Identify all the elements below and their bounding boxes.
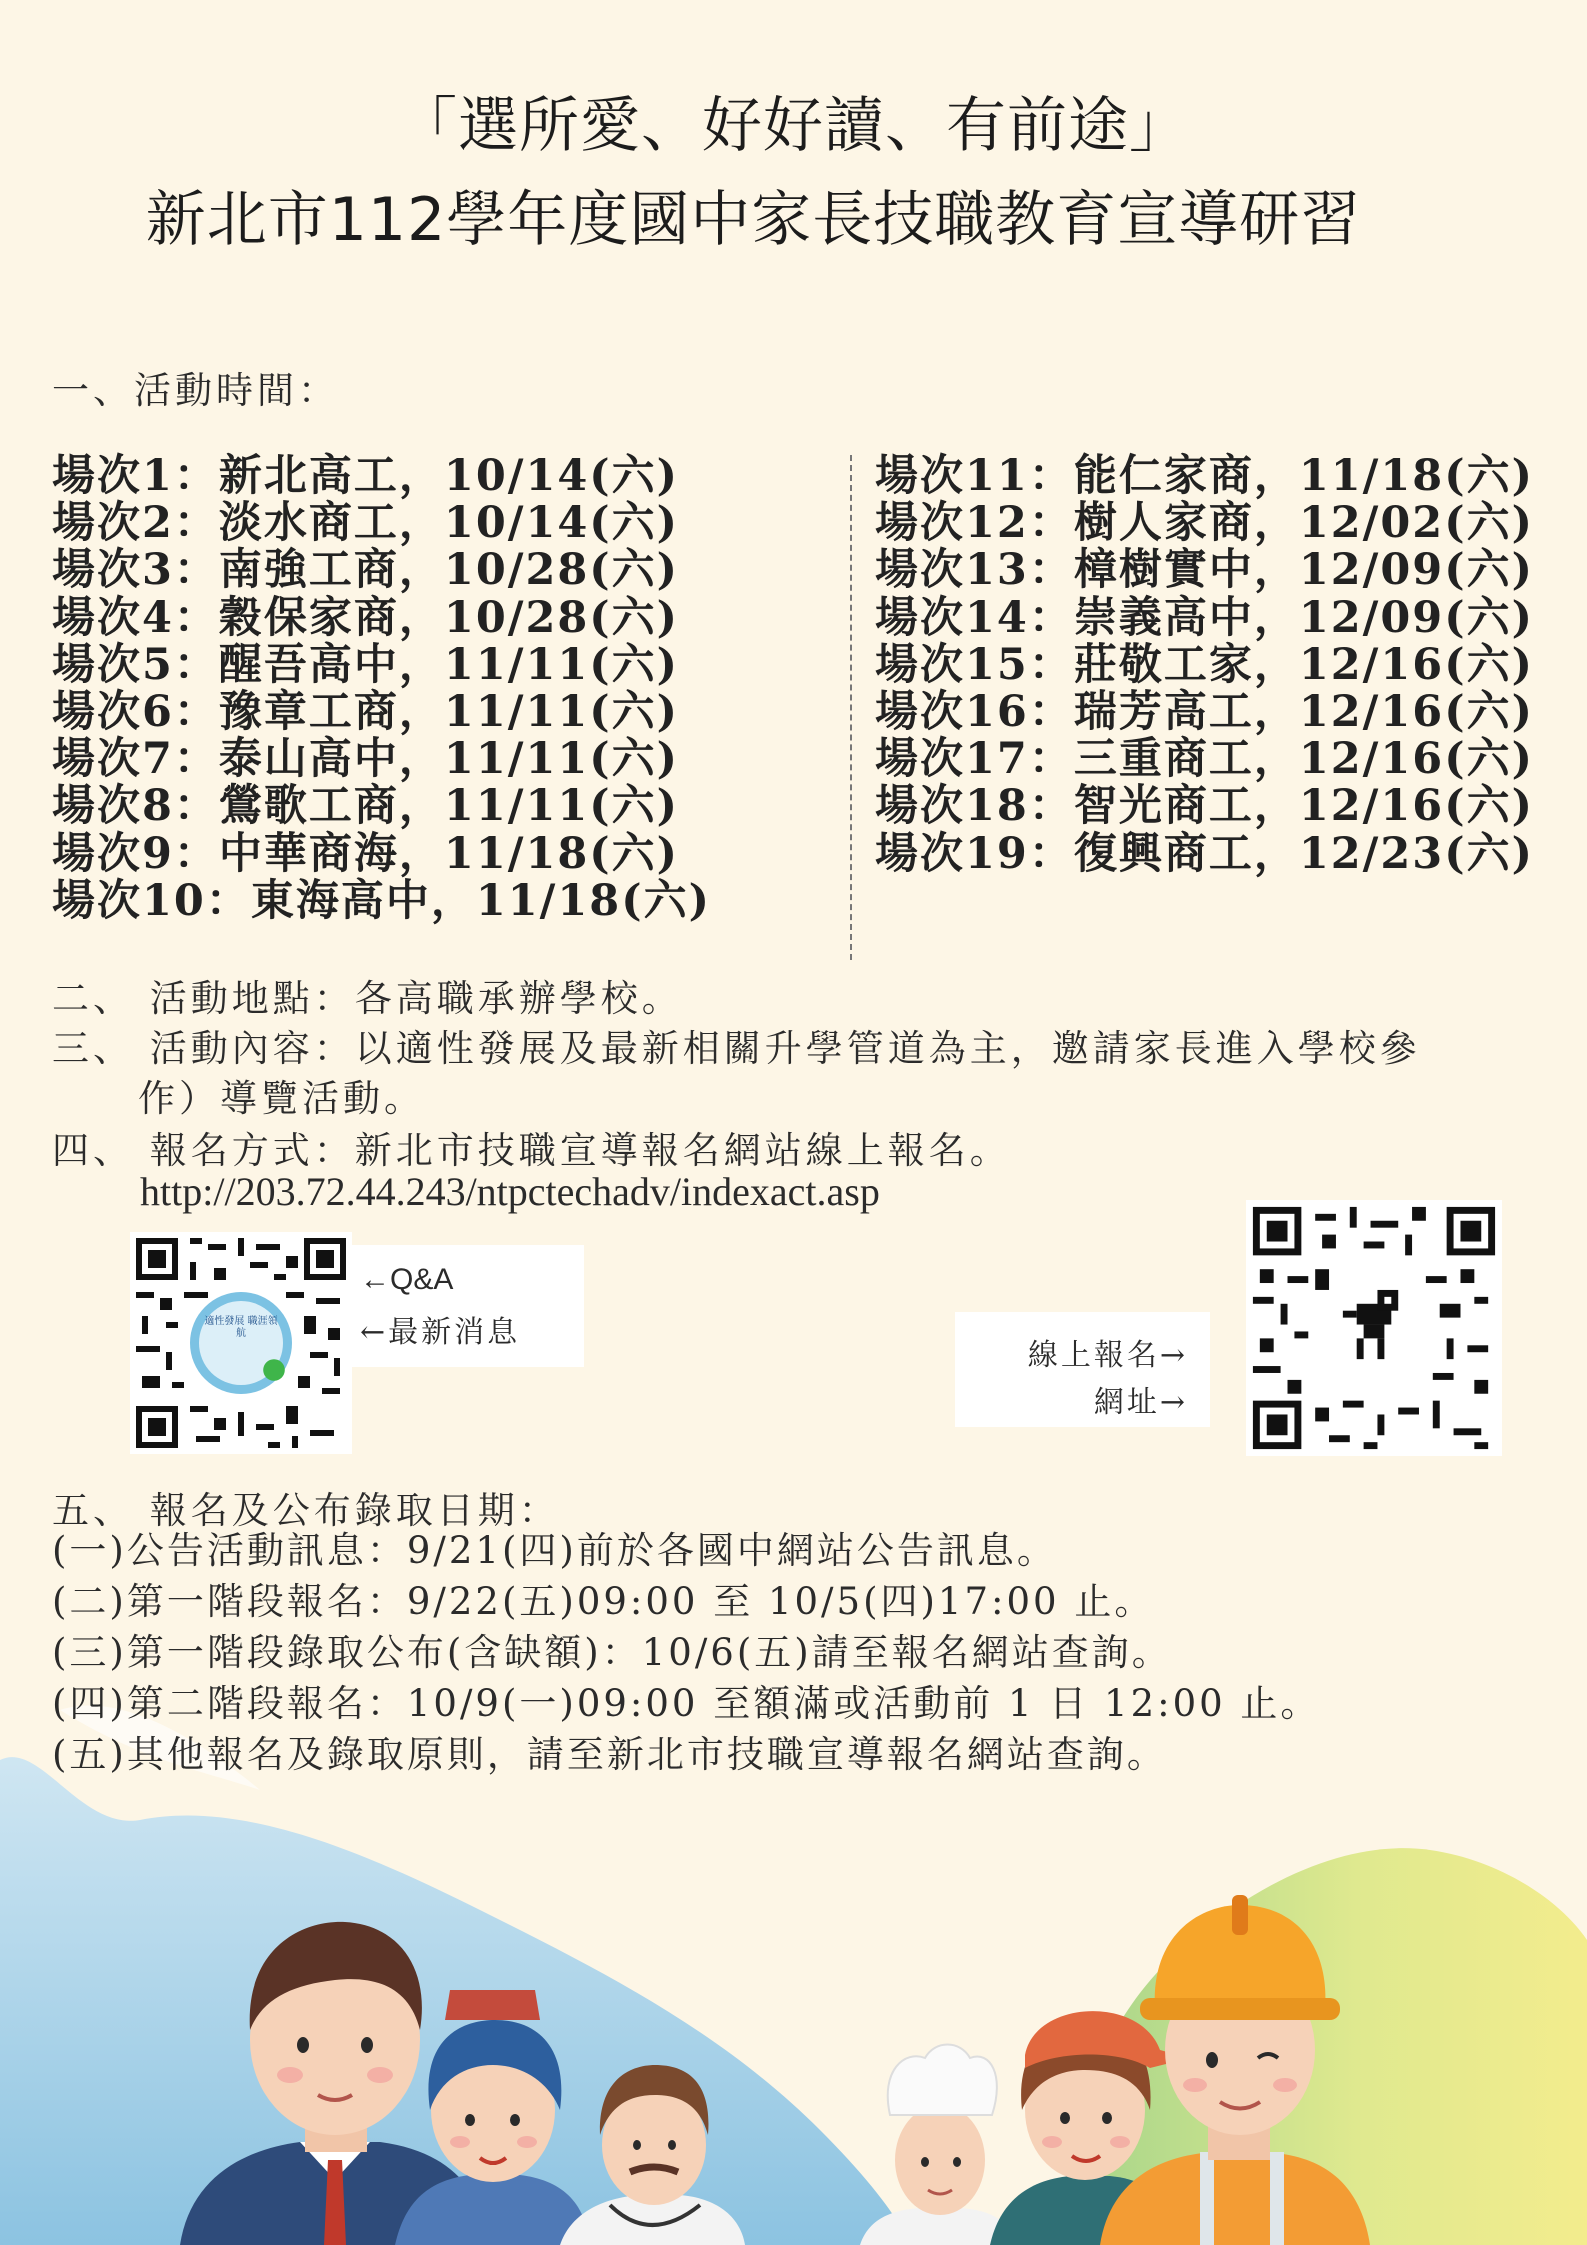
qr-code-icon [130,1232,352,1454]
qr-badge-text: 適性發展 職涯領航 [204,1316,278,1339]
session-item: 場次11：能仁家商，11/18(六) [875,451,1534,501]
flight-attendant-figure [395,1990,590,2245]
qr-code-icon [1246,1200,1502,1456]
session-item: 場次19：復興商工，12/23(六) [875,828,1534,879]
session-item: 場次14：崇義高中，12/09(六) [875,592,1534,643]
publish-dates-list [52,1525,1320,1780]
session-item: 場次8：鶯歌工商，11/11(六) [52,781,679,832]
session-item: 場次6：豫章工商，11/11(六) [52,686,679,737]
session-item: 場次2：淡水商工，10/14(六) [52,498,679,549]
sessions-right-list [875,453,1534,878]
column-divider [850,455,852,960]
section4-signup-method: 四、 報名方式：新北市技職宣導報名網站線上報名。 [52,1129,1011,1172]
signup-qr-code[interactable] [1246,1200,1502,1456]
date-item: (二)第一階段報名：9/22(五)09:00 至 10/5(四)17:00 止。 [52,1580,1155,1623]
online-signup-label: 線上報名→ [1027,1338,1188,1373]
session-item: 場次4：穀保家商，10/28(六) [52,592,679,643]
section3-content-line2: 作）導覽活動。 [138,1077,425,1120]
session-item: 場次5：醒吾高中，11/11(六) [52,639,679,690]
qa-label: ←Q&A [360,1263,454,1296]
session-item: 場次17：三重商工，12/16(六) [875,734,1534,785]
session-item: 場次15：莊敬工家，12/16(六) [875,639,1534,690]
section5-heading: 五、 報名及公布錄取日期： [52,1489,560,1532]
chef-figure [860,2045,1015,2245]
session-item: 場次7：泰山高中，11/11(六) [52,734,679,785]
session-item: 場次12：樹人家商，12/02(六) [875,498,1534,549]
session-item: 場次13：樟樹實中，12/09(六) [875,545,1534,596]
session-item: 場次3：南強工商，10/28(六) [52,545,679,596]
session-item: 場次1：新北高工，10/14(六) [52,451,679,501]
sessions-left-list [52,453,711,925]
qr-left-labels [352,1245,584,1367]
qr-right-labels [955,1312,1210,1427]
latest-news-label: ←最新消息 [360,1315,521,1350]
section1-heading: 一、活動時間： [52,369,339,412]
section3-content-line1: 三、 活動內容：以適性發展及最新相關升學管道為主，邀請家長進入學校參 [52,1027,1421,1070]
line-qr-code[interactable] [130,1232,352,1454]
date-item: (一)公告活動訊息：9/21(四)前於各國中網站公告訊息。 [52,1529,1057,1572]
session-item: 場次9：中華商海，11/18(六) [52,828,679,879]
session-item: 場次16：瑞芳高工，12/16(六) [875,686,1534,737]
page-title-slogan: 「選所愛、好好讀、有前途」 [397,91,1190,161]
date-item: (四)第二階段報名：10/9(一)09:00 至額滿或活動前 1 日 12:00 止。 [52,1682,1321,1725]
doctor-figure [560,2065,745,2245]
session-item: 場次10：東海高中，11/18(六) [52,875,711,926]
signup-url-link[interactable]: http://203.72.44.243/ntpctechadv/indexact.asp [140,1169,880,1214]
session-item: 場次18：智光商工，12/16(六) [875,781,1534,832]
date-item: (五)其他報名及錄取原則，請至新北市技職宣導報名網站查詢。 [52,1733,1167,1776]
date-item: (三)第一階段錄取公布(含缺額)：10/6(五)請至報名網站查詢。 [52,1631,1172,1674]
page-title-main: 新北市112學年度國中家長技職教育宣導研習 [145,185,1362,255]
professionals-illustration [0,1880,1587,2245]
url-label: 網址→ [1093,1385,1188,1420]
section2-location: 二、 活動地點：各高職承辦學校。 [52,977,683,1020]
